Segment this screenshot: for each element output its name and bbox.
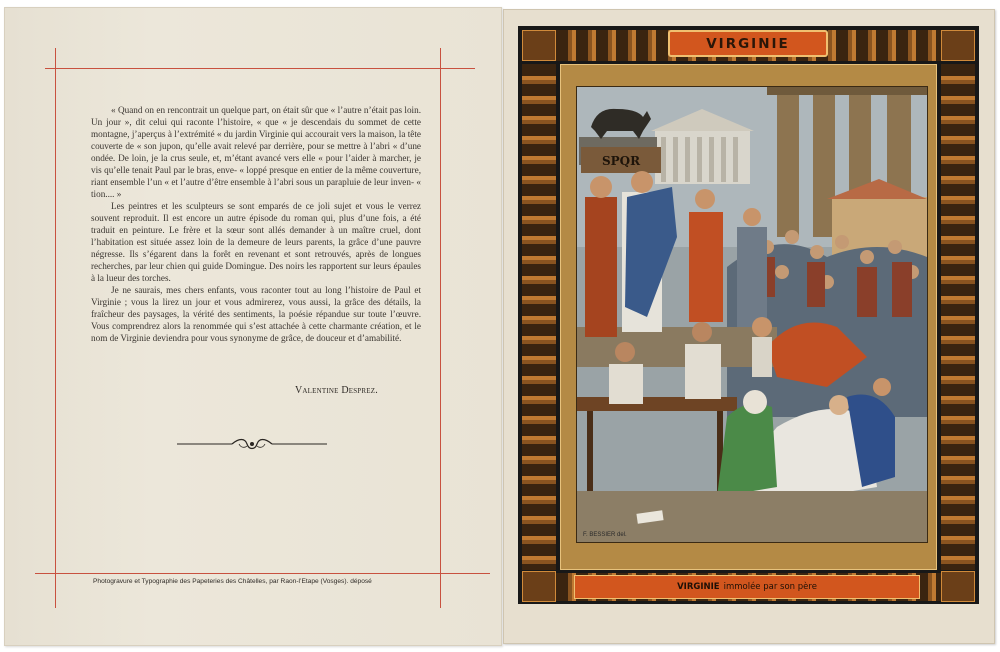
- right-page: [503, 9, 995, 644]
- ornament-divider-icon: [177, 436, 327, 452]
- decorative-frame: [518, 26, 979, 604]
- paragraph-painters: Les peintres et les sculpteurs se sont emparés de ce joli sujet et vous le verrez souvent reproduit. Il est encore un autre épisode du roman qui, plus d’une fois, a été traduit en peinture. Le frère et la sœur sont allés demander à un maître cruel, dont l’habitation est située assez loin de la demeure de leurs parents, la grâce d’une pauvre négresse. Ils s’égarent dans la forêt en revenant et sont retrouvés, après de longues recherches, par leur chien qui guide Domingue. Des noirs les rapportent sur leurs épaules à la lueur des torches.: [91, 201, 421, 283]
- printer-imprint: Photogravure et Typographie des Papeteries des Châtelles, par Raon-l’Etape (Vosges). déposé: [93, 578, 372, 585]
- cover-title: VIRGINIE: [668, 30, 828, 57]
- spqr-inscription: SPQR: [601, 154, 641, 168]
- caption-name: VIRGINIE: [677, 582, 720, 592]
- roman-forum-illustration: [577, 87, 927, 542]
- paragraph-conclusion: Je ne saurais, mes chers enfants, vous raconter tout au long l’histoire de Paul et Virginie ; vous la lirez un jour et vous admirerez, vous aussi, la grâce des détails, la fraîcheur des paysages, la vérité des sentiments, la poésie répandue sur toute l’œuvre. Vous comprendrez alors la renommée qui s’est attachée à cette charmante création, et le nom de Virginie deviendra pour vous synonyme de grâce, de douceur et d’amabilité.: [91, 285, 421, 343]
- artist-signature: F. BESSIER del.: [583, 532, 627, 538]
- corner-ornament: [941, 571, 975, 602]
- corner-ornament: [522, 571, 556, 602]
- corner-ornament: [941, 30, 975, 61]
- left-page: [4, 7, 502, 646]
- illustration-scene: [576, 86, 928, 543]
- paragraph-quote: « Quand on en rencontrait un quelque part, on était sûr que « l’autre n’était pas loin. Un jour », dit celui qui raconte l’histoire, « que « je descendais du sommet de cette montagne, j’aperçus à l’extrémité « du jardin Virginie qui accourait vers la maison, la tête couverte de « son jupon, qu’elle avait relevé par derrière, pour se mettre à l’abri « d’une ondée. De loin, je la crus seule, et, m’étant avancé vers elle « pour l’aider à marcher, je vis qu’elle tenait Paul par le bras, enve- « loppé presque en entier de la même couverture, riant ensemble l’un « et l’autre d’être ensemble à l’abri sous un parapluie de leur inven- « tion.... »: [91, 105, 421, 199]
- author-signature: Valentine Desprez.: [295, 385, 378, 396]
- bottom-red-rule: [35, 573, 490, 574]
- top-red-rule: [45, 68, 475, 69]
- left-ornament-band: [522, 64, 556, 570]
- right-ornament-band: [941, 64, 975, 570]
- caption-text: immolée par son père: [723, 582, 817, 592]
- corner-ornament: [522, 30, 556, 61]
- right-red-rule: [440, 48, 441, 608]
- body-text: [91, 104, 421, 344]
- left-red-rule: [55, 48, 56, 608]
- caption-plate: [574, 575, 920, 599]
